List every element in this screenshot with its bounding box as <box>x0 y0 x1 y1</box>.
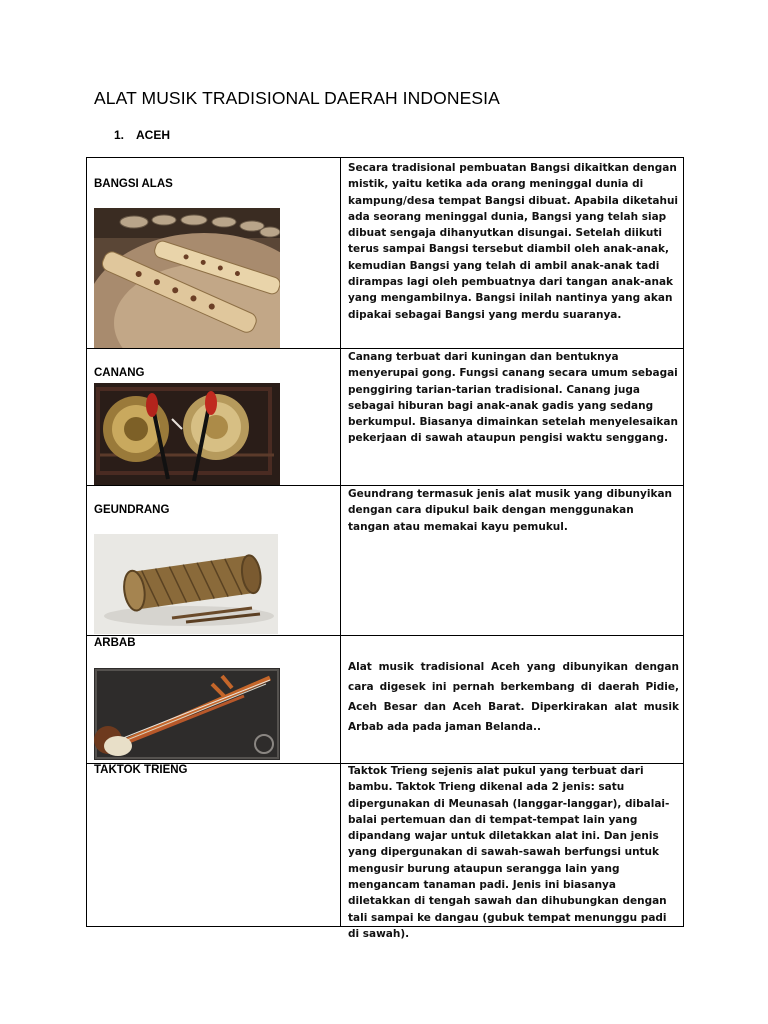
section-heading <box>114 128 170 142</box>
description-cell <box>341 486 684 636</box>
page-title: ALAT MUSIK TRADISIONAL DAERAH INDONESIA <box>94 88 500 108</box>
section-title: ACEH <box>136 128 171 142</box>
instrument-table <box>86 157 684 940</box>
instrument-cell <box>87 158 341 349</box>
instrument-cell <box>87 349 341 486</box>
instrument-cell <box>87 764 341 927</box>
instrument-description: Taktok Trieng sejenis alat pukul yang terbuat dari bambu. Taktok Trieng dikenal ada 2 jenis: satu dipergunakan di Meunasah (langgar-langgar), dibalai-balai pertemuan dan di tempat-tempat lain yang dipandang wajar untuk diletakkan alat ini. Dan jenis yang dipergunakan di sawah-sawah berfungsi untuk mengusir burung ataupun serangga lain yang mengancam tanaman padi. Jenis ini biasanya diletakkan di tengah sawah dan dihubungkan dengan tali sampai ke dangau (gubuk tempat menunggu padi di sawah). <box>348 765 670 940</box>
description-cell <box>341 636 684 764</box>
table-row <box>87 764 684 927</box>
drum-photo <box>94 534 278 634</box>
instrument-description: Geundrang termasuk jenis alat musik yang dibunyikan dengan cara dipukul baik dengan menggunakan tangan atau memakai kayu pemukul. <box>348 488 673 533</box>
table-row <box>87 349 684 486</box>
instrument-description: Canang terbuat dari kuningan dan bentuknya menyerupai gong. Fungsi canang secara umum sebagai penggiring tarian-tarian tradisional. Canang juga sebagai hiburan bagi anak-anak gadis yang sedang berkumpul. Biasanya dimainkan setelah menyelesaikan pekerjaan di sawah ataupun pengisi waktu senggang. <box>348 351 678 445</box>
table-row <box>87 158 684 349</box>
bamboo-flute-photo <box>94 208 280 348</box>
table-row <box>87 486 684 636</box>
instrument-name: GEUNDRANG <box>94 504 170 516</box>
instrument-cell <box>87 636 341 764</box>
instrument-description: Alat musik tradisional Aceh yang dibunyikan dengan cara digesek ini pernah berkembang di daerah Pidie, Aceh Besar dan Aceh Barat. Diperkirakan alat musik Arbab ada pada jaman Belanda.. <box>348 661 679 733</box>
description-cell <box>341 158 684 349</box>
gong-pair-photo <box>94 383 280 485</box>
instrument-description: Secara tradisional pembuatan Bangsi dikaitkan dengan mistik, yaitu ketika ada orang meninggal dunia di kampung/desa tempat Bangsi dibuat. Apabila diketahui ada seorang meninggal dunia, Bangsi yang telah siap dibuat sengaja dihanyutkan disungai. Setelah diikuti terus sampai Bangsi tersebut diambil oleh anak-anak, kemudian Bangsi yang telah di ambil anak-anak tadi dirampas lagi oleh pembuatnya dari tangan anak-anak yang mengambilnya. Bangsi inilah nantinya yang akan dipakai sebagai Bangsi yang merdu suaranya. <box>348 162 679 321</box>
section-number: 1. <box>114 128 125 142</box>
instrument-cell <box>87 486 341 636</box>
bowed-string-photo <box>94 668 280 760</box>
instrument-name: CANANG <box>94 367 145 379</box>
description-cell <box>341 349 684 486</box>
instrument-name: TAKTOK TRIENG <box>94 764 188 776</box>
instrument-name: ARBAB <box>94 637 136 649</box>
instrument-name: BANGSI ALAS <box>94 178 173 190</box>
description-cell <box>341 764 684 940</box>
table-row <box>87 636 684 764</box>
